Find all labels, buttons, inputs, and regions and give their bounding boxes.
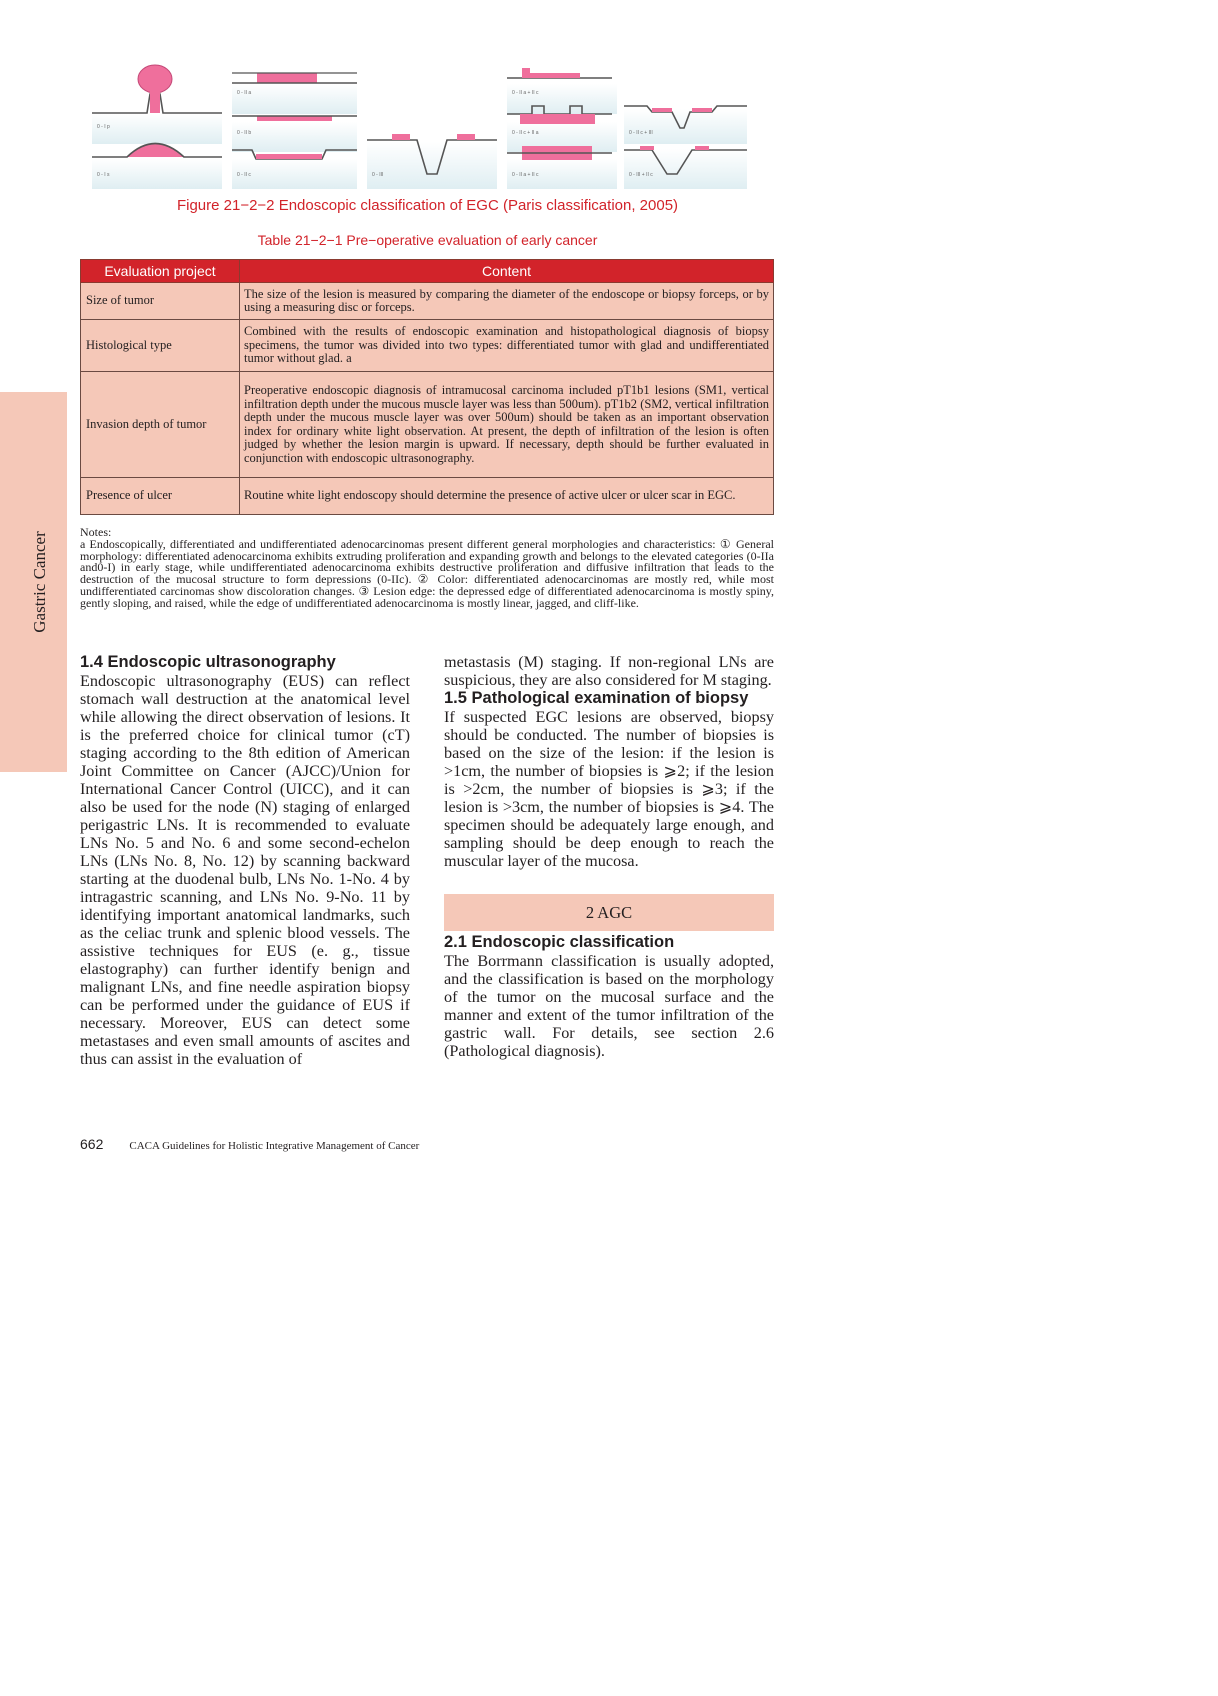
biopsy-heading: 1.5 Pathological examination of biopsy	[444, 689, 749, 707]
panel-label: 0 - II a + II c	[512, 90, 539, 96]
table-row	[81, 283, 774, 320]
paris-classification-figure	[92, 64, 762, 192]
panel-label: 0 - II c + II a	[512, 130, 539, 136]
eus-body: Endoscopic ultrasonography (EUS) can reflect stomach wall destruction at the anatomical level while allowing the direct observation of lesions. It is the preferred choice for clinical tumor (cT) staging according to the 8th edition of American Joint Committee on Cancer (AJCC)/Union for International Cancer Control (UICC), and it can also be used for the node (N) staging of enlarged perigastric LNs. It is recommended to evaluate LNs No. 5 and No. 6 and some second-echelon LNs (LNs No. 8, No. 12) by scanning backward starting at the duodenal bulb, LNs No. 1-No. 4 by intragastric scanning, and LNs No. 9-No. 11 by identifying important anatomical landmarks, such as the celiac trunk and splenic blood vessels. The assistive techniques for EUS (e. g., tissue elastography) can further identify benign and malignant LNs, and fine needle aspiration biopsy can be performed under the guidance of EUS if necessary. Moreover, EUS can detect some metastases and even small amounts of ascites and thus can assist in the evaluation of	[80, 672, 410, 1068]
eus-continuation: metastasis (M) staging. If non-regional LNs are suspicious, they are also considered for M staging.	[444, 653, 774, 689]
row-project: Presence of ulcer	[81, 478, 240, 515]
panel-label: 0 - I p	[97, 124, 110, 130]
table-header-row	[81, 260, 774, 283]
header-content: Content	[240, 260, 774, 283]
biopsy-body: If suspected EGC lesions are observed, biopsy should be conducted. The number of biopsies is based on the size of the lesion: if the lesion is >1cm, the number of biopsies is ⩾2; if the lesion is >2cm, the number of biopsies is ⩾3; if the lesion is >3cm, the number of biopsies is ⩾4. The specimen should be adequately large enough, and sampling should be deep enough to reach the muscular layer of the mucosa.	[444, 708, 774, 870]
page-number: 662	[80, 1136, 104, 1152]
agc-heading: 2.1 Endoscopic classification	[444, 933, 675, 951]
agc-section-title: 2 AGC	[444, 894, 774, 931]
notes-text: a Endoscopically, differentiated and undifferentiated adenocarcinomas present different general morphologies and characteristics: ① General morphology: differentiated adenocarcinoma exhibits extruding proliferation and expanding growth and belongs to the elevated categories (0-IIa and0-I) in early stage, while undifferentiated adenocarcinoma exhibits destructive proliferation and diffusive infiltration that leads to the destruction of the mucosal structure to form depressions (0-IIc). ② Color: differentiated adenocarcinomas are mostly red, while most undifferentiated carcinomas show discoloration changes. ③ Lesion edge: the depressed edge of differentiated adenocarcinoma is mostly spiny, gently sloping, and raised, while the edge of undifferentiated adenocarcinoma is mostly linear, jagged, and cliff-like.	[80, 536, 774, 610]
panel-label: 0 - III + II c	[629, 172, 653, 178]
notes-label: Notes:	[80, 525, 112, 539]
row-project: Size of tumor	[81, 283, 240, 320]
panel-label: 0 - II b	[237, 130, 252, 136]
panel-label: 0 - II a + II c	[512, 172, 539, 178]
panel-label: 0 - II a	[237, 90, 252, 96]
row-content: Preoperative endoscopic diagnosis of intramucosal carcinoma included pT1b1 lesions (SM1, vertical infiltration depth under the mucous muscle layer was less than 500um). pT1b2 (SM2, vertical infiltration depth under the mucous muscle layer was over 500um) should be taken as an important observation index for ordinary white light observation. At present, the depth of infiltration of the lesion is often judged by whether the lesion margin is upward. If necessary, depth should be further evaluated in conjunction with endoscopic ultrasonography.	[240, 372, 774, 478]
row-project: Histological type	[81, 320, 240, 372]
footer-title: CACA Guidelines for Holistic Integrative Management of Cancer	[129, 1140, 420, 1152]
agc-body: The Borrmann classification is usually adopted, and the classification is based on the morphology of the tumor on the mucosal surface and the manner and extent of the tumor infiltration of the gastric wall. For details, see section 2.6 (Pathological diagnosis).	[444, 952, 774, 1060]
figure-caption: Figure 21−2−2 Endoscopic classification of EGC (Paris classification, 2005)	[176, 197, 679, 214]
row-project: Invasion depth of tumor	[81, 372, 240, 478]
row-content: Combined with the results of endoscopic examination and histopathological diagnosis of biopsy specimens, the tumor was divided into two types: differentiated tumor with glad and undifferentiated tumor without glad. a	[240, 320, 774, 372]
side-tab	[0, 392, 67, 772]
panel-label: 0 - II c	[237, 172, 251, 178]
panel-label: 0 - III	[372, 172, 384, 178]
paris-classification-diagram	[92, 64, 762, 192]
page-footer	[80, 1136, 419, 1154]
header-evaluation-project: Evaluation project	[81, 260, 240, 283]
panel-label: 0 - II c + III	[629, 130, 653, 136]
table-caption: Table 21−2−1 Pre−operative evaluation of early cancer	[257, 232, 598, 248]
row-content: The size of the lesion is measured by comparing the diameter of the endoscope or biopsy forceps, or by using a measuring disc or forceps.	[240, 283, 774, 320]
table-notes	[80, 527, 774, 610]
right-column	[444, 653, 774, 1060]
evaluation-table	[80, 259, 774, 515]
table-row	[81, 478, 774, 515]
panel-label: 0 - I s	[97, 172, 110, 178]
table-row	[81, 372, 774, 478]
table-row	[81, 320, 774, 372]
row-content: Routine white light endoscopy should determine the presence of active ulcer or ulcer scar in EGC.	[240, 478, 774, 515]
eus-heading: 1.4 Endoscopic ultrasonography	[80, 653, 336, 671]
side-tab-label: Gastric Cancer	[30, 531, 49, 633]
left-column	[80, 653, 410, 1068]
